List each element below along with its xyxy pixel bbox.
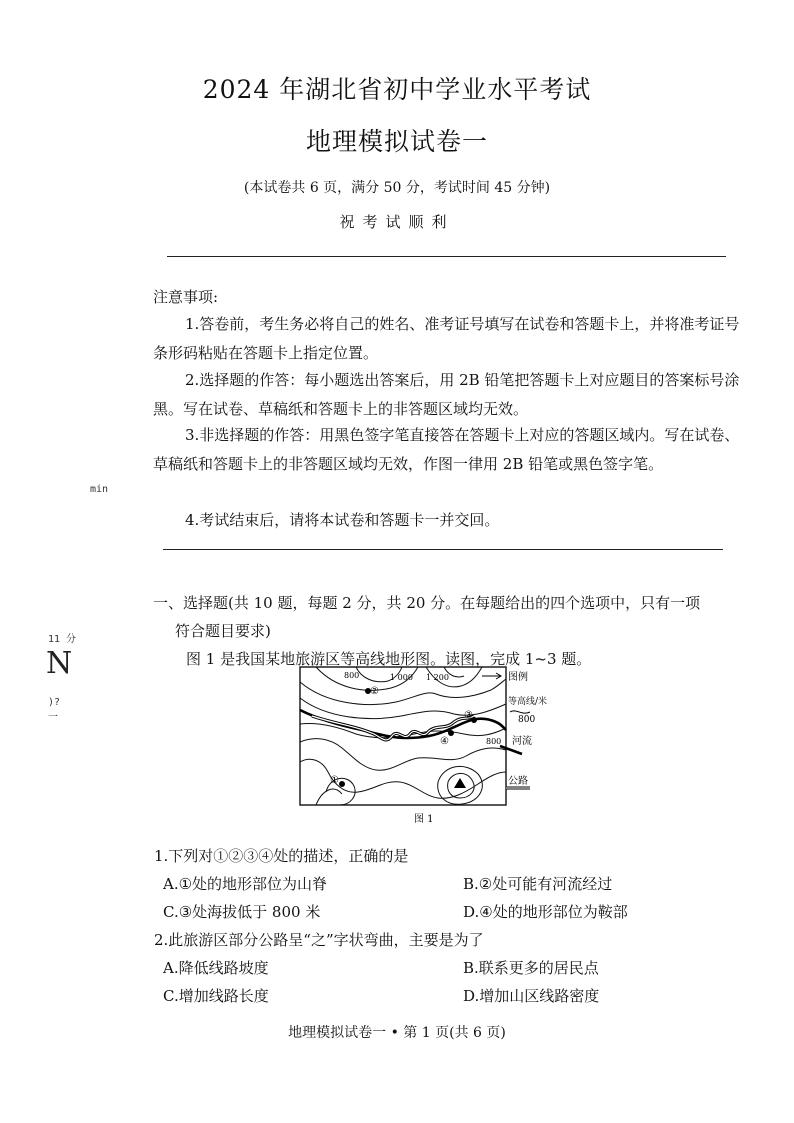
margin-dash-mark: 一: [48, 712, 58, 723]
section-heading: 一、选择题(共 10 题，每题 2 分，共 20 分。在每题给出的四个选项中，只有一项: [153, 594, 701, 612]
question-2-option-c: C.增加线路长度: [163, 987, 269, 1005]
point-label-2: ②: [370, 686, 379, 697]
contour-label-1200: 1 200: [426, 673, 449, 682]
section-heading-cont: 符合题目要求): [175, 622, 271, 640]
paper-title: 地理模拟试卷一: [305, 127, 488, 156]
legend-road-label: 公路: [508, 776, 528, 787]
margin-question-mark: )?: [48, 697, 61, 708]
legend-contour-icon: [510, 711, 530, 713]
question-1-option-b: B.②处可能有河流经过: [463, 875, 613, 893]
legend-river-icon: [500, 746, 522, 754]
question-2-option-b: B.联系更多的居民点: [463, 959, 599, 977]
legend-river-label: 河流: [512, 736, 532, 747]
notice-heading: 注意事项:: [153, 288, 219, 306]
legend-contour-value: 800: [518, 715, 536, 725]
notice-item-4: 4.考试结束后，请将本试卷和答题卡一并交回。: [185, 511, 500, 529]
exam-title: 2024 年湖北省初中学业水平考试: [202, 75, 592, 104]
question-1-stem: 1.下列对①②③④处的描述，正确的是: [154, 847, 409, 865]
notice-item-3: 3.非选择题的作答：用黑色签字笔直接答在答题卡上对应的答题区域内。写在试卷、草稿纸和答题卡上的非答题区域均无效，作图一律用 2B 铅笔或黑色签字笔。: [153, 426, 740, 473]
notice-item-2: 2.选择题的作答：每小题选出答案后，用 2B 铅笔把答题卡上对应题目的答案标号涂黑。写在试卷、草稿纸和答题卡上的非答题区域均无效。: [153, 371, 740, 418]
margin-min-label: min: [90, 484, 109, 495]
question-1-option-a: A.①处的地形部位为山脊: [163, 875, 328, 893]
margin-big-letter: N: [46, 646, 73, 681]
contour-label-800-top: 800: [344, 671, 360, 680]
contour-map: [296, 664, 566, 824]
question-1-option-d: D.④处的地形部位为鞍部: [463, 903, 628, 921]
notice-item-1: 1.答卷前，考生务必将自己的姓名、准考证号填写在试卷和答题卡上，并将准考证号条形码粘贴在答题卡上指定位置。: [153, 315, 740, 362]
contour-label-1000: 1 000: [390, 673, 413, 682]
legend-contour-label: 等高线/米: [508, 697, 548, 707]
margin-score-label: 11 分: [48, 634, 77, 645]
question-2-option-d: D.增加山区线路密度: [463, 987, 600, 1005]
question-2-stem: 2.此旅游区部分公路呈“之”字状弯曲，主要是为了: [154, 931, 484, 949]
exam-info: (本试卷共 6 页，满分 50 分，考试时间 45 分钟): [243, 180, 551, 196]
notice-divider: [163, 549, 723, 550]
legend-title: 图例: [508, 672, 528, 683]
point-label-1: ①: [330, 775, 339, 786]
page-footer: 地理模拟试卷一 • 第 1 页(共 6 页): [288, 1025, 506, 1041]
point-label-3: ③: [464, 710, 473, 721]
contour-label-800-right: 800: [486, 737, 502, 746]
header-divider: [167, 256, 726, 257]
good-luck-text: 祝考试顺利: [339, 213, 455, 231]
question-1-option-c: C.③处海拔低于 800 米: [163, 903, 321, 921]
figure-intro: 图 1 是我国某地旅游区等高线地形图。读图，完成 1~3 题。: [186, 650, 592, 668]
point-label-4: ④: [440, 736, 449, 747]
question-2-option-a: A.降低线路坡度: [163, 959, 269, 977]
figure-caption: 图 1: [414, 814, 434, 824]
